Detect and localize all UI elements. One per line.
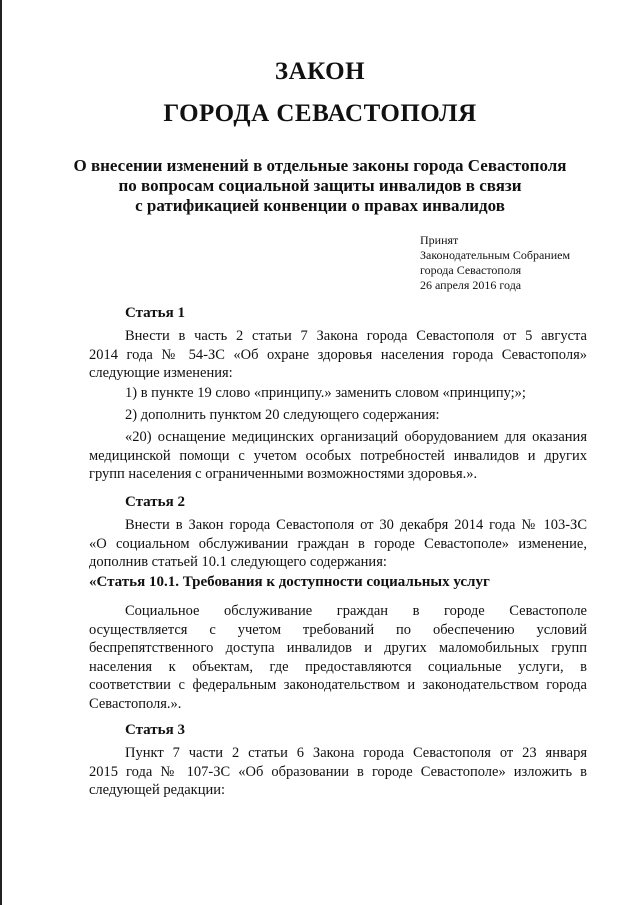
- scan-edge-line: [0, 0, 2, 905]
- article1-heading: Статья 1: [125, 305, 185, 321]
- text-line: дополнив статьей 10.1 следующего содержания:: [89, 554, 387, 570]
- adoption-note: [420, 233, 620, 293]
- article1-intro: [89, 327, 587, 383]
- text-line: Социальное обслуживание граждан в городе Севастополе: [125, 603, 587, 619]
- new-article-heading: «Статья 10.1. Требования к доступности социальных услуг: [89, 574, 490, 590]
- text-line: Пункт 7 части 2 статьи 6 Закона города Севастополя от 23 января: [125, 745, 587, 761]
- text-line: беспрепятственного доступа инвалидов и других маломобильных групп: [89, 640, 587, 656]
- new-article-body: [89, 602, 587, 713]
- law-subtitle: [60, 156, 580, 216]
- law-title-line1: ЗАКОН: [274, 58, 366, 85]
- text-line: населения к объектам, где предоставляются социальные услуги, в: [89, 658, 587, 675]
- text-line: «О социальном обслуживании граждан в городе Севастополе» изменение,: [89, 535, 587, 552]
- text-line: групп населения с ограниченными возможностями здоровья.».: [89, 466, 478, 482]
- article2-intro: [89, 516, 587, 572]
- text-line: 2015 года № 107-ЗС «Об образовании в городе Севастополе» изложить в: [89, 763, 587, 780]
- article1-item2: [89, 406, 587, 425]
- text-line: соответствии с федеральным законодательством и законодательством города: [89, 677, 587, 693]
- adoption-line: Принят: [420, 233, 459, 247]
- article2-heading: Статья 2: [125, 494, 185, 510]
- adoption-date: 26 апреля 2016 года: [420, 278, 522, 292]
- text-line: Внести в Закон города Севастополя от 30 декабря 2014 года № 103-ЗС: [125, 517, 587, 533]
- adoption-line: города Севастополя: [420, 263, 522, 277]
- article1-item1: [89, 384, 587, 403]
- article3-heading: Статья 3: [125, 722, 185, 738]
- text-line: 2) дополнить пунктом 20 следующего содержания:: [125, 407, 440, 423]
- text-line: следующие изменения:: [89, 365, 233, 381]
- subtitle-line: О внесении изменений в отдельные законы города Севастополя: [73, 156, 567, 175]
- text-line: медицинской помощи с учетом особых потребностей инвалидов и других: [89, 447, 587, 464]
- subtitle-line: с ратификацией конвенции о правах инвалидов: [135, 196, 505, 215]
- subtitle-line: по вопросам социальной защиты инвалидов в связи: [118, 176, 522, 195]
- text-line: Внести в часть 2 статьи 7 Закона города Севастополя от 5 августа: [125, 328, 587, 344]
- article3-intro: [89, 744, 587, 800]
- text-line: Севастополя.».: [89, 695, 182, 712]
- law-title-line2: ГОРОДА СЕВАСТОПОЛЯ: [163, 100, 477, 127]
- text-line: 1) в пункте 19 слово «принципу.» заменить словом «принципу;»;: [125, 385, 526, 401]
- text-line: 2014 года № 54-ЗС «Об охране здоровья населения города Севастополя»: [89, 346, 587, 363]
- text-line: осуществляется с учетом требований по обеспечению условий: [89, 621, 587, 638]
- article1-quote: [89, 428, 587, 484]
- text-line: следующей редакции:: [89, 782, 226, 798]
- adoption-line: Законодательным Собранием: [420, 248, 571, 262]
- text-line: «20) оснащение медицинских организаций оборудованием для оказания: [125, 429, 587, 445]
